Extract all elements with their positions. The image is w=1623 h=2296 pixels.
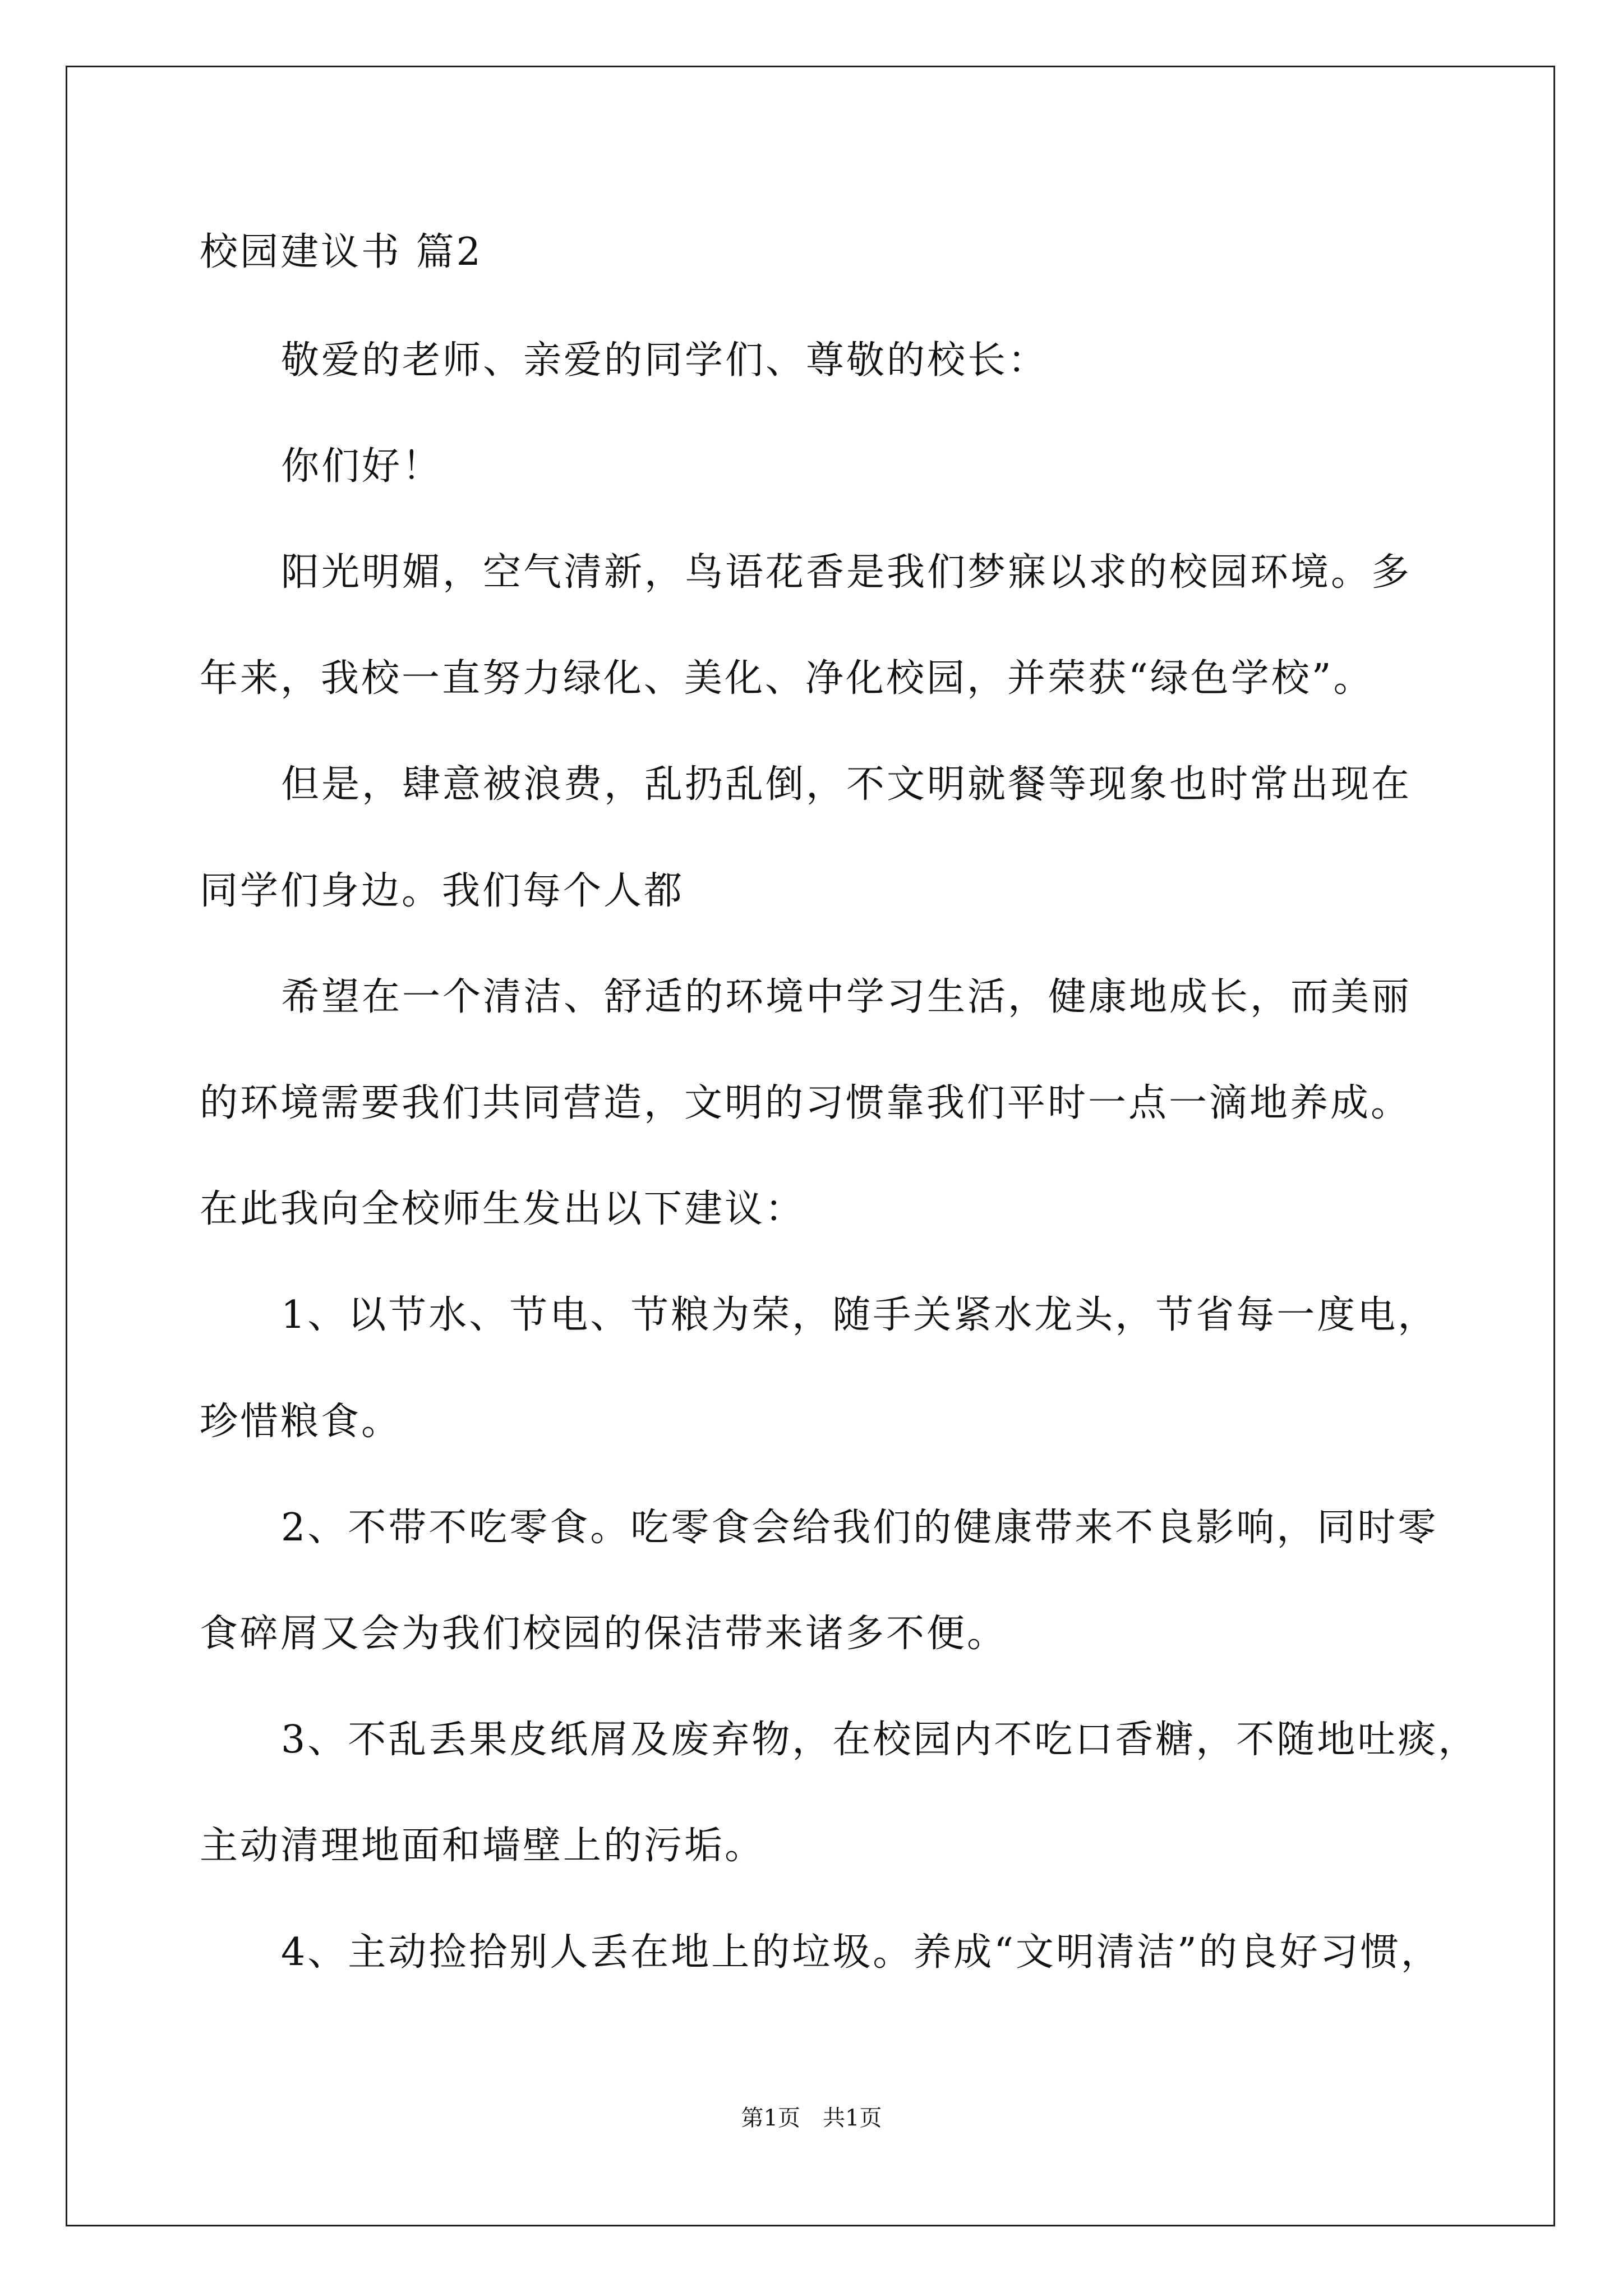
paragraph-line: 同学们身边。我们每个人都: [200, 869, 685, 913]
paragraph-line: 希望在一个清洁、舒适的环境中学习生活，健康地成长，而美丽: [281, 975, 1412, 1019]
document-title: 校园建议书 篇2: [200, 230, 483, 274]
list-item-line: 1、以节水、节电、节粮为荣，随手关紧水龙头，节省每一度电，: [281, 1293, 1438, 1337]
greeting: 你们好！: [281, 444, 443, 489]
page-footer: 第1页 共1页: [741, 2105, 882, 2131]
paragraph-line: 在此我向全校师生发出以下建议：: [200, 1187, 806, 1231]
list-item-line: 主动清理地面和墙壁上的污垢。: [200, 1824, 766, 1868]
list-item-line: 2、不带不吃零食。吃零食会给我们的健康带来不良影响，同时零: [281, 1506, 1438, 1550]
document-body: [200, 0, 1479, 2132]
salutation: 敬爱的老师、亲爱的同学们、尊敬的校长：: [281, 338, 1049, 383]
paragraph-line: 阳光明媚，空气清新，鸟语花香是我们梦寐以求的校园环境。多: [281, 550, 1412, 595]
paragraph-line: 但是，肆意被浪费，乱扔乱倒，不文明就餐等现象也时常出现在: [281, 762, 1412, 807]
list-item-line: 食碎屑又会为我们校园的保洁带来诸多不便。: [200, 1612, 1008, 1656]
list-item-line: 3、不乱丢果皮纸屑及废弃物，在校园内不吃口香糖，不随地吐痰，: [281, 1718, 1479, 1762]
list-item-line: 4、主动捡拾别人丢在地上的垃圾。养成“文明清洁”的良好习惯，: [281, 1930, 1441, 1975]
paragraph-line: 的环境需要我们共同营造，文明的习惯靠我们平时一点一滴地养成。: [200, 1081, 1412, 1125]
paragraph-line: 年来，我校一直努力绿化、美化、净化校园，并荣获“绿色学校”。: [200, 656, 1374, 701]
list-item-line: 珍惜粮食。: [200, 1400, 402, 1444]
